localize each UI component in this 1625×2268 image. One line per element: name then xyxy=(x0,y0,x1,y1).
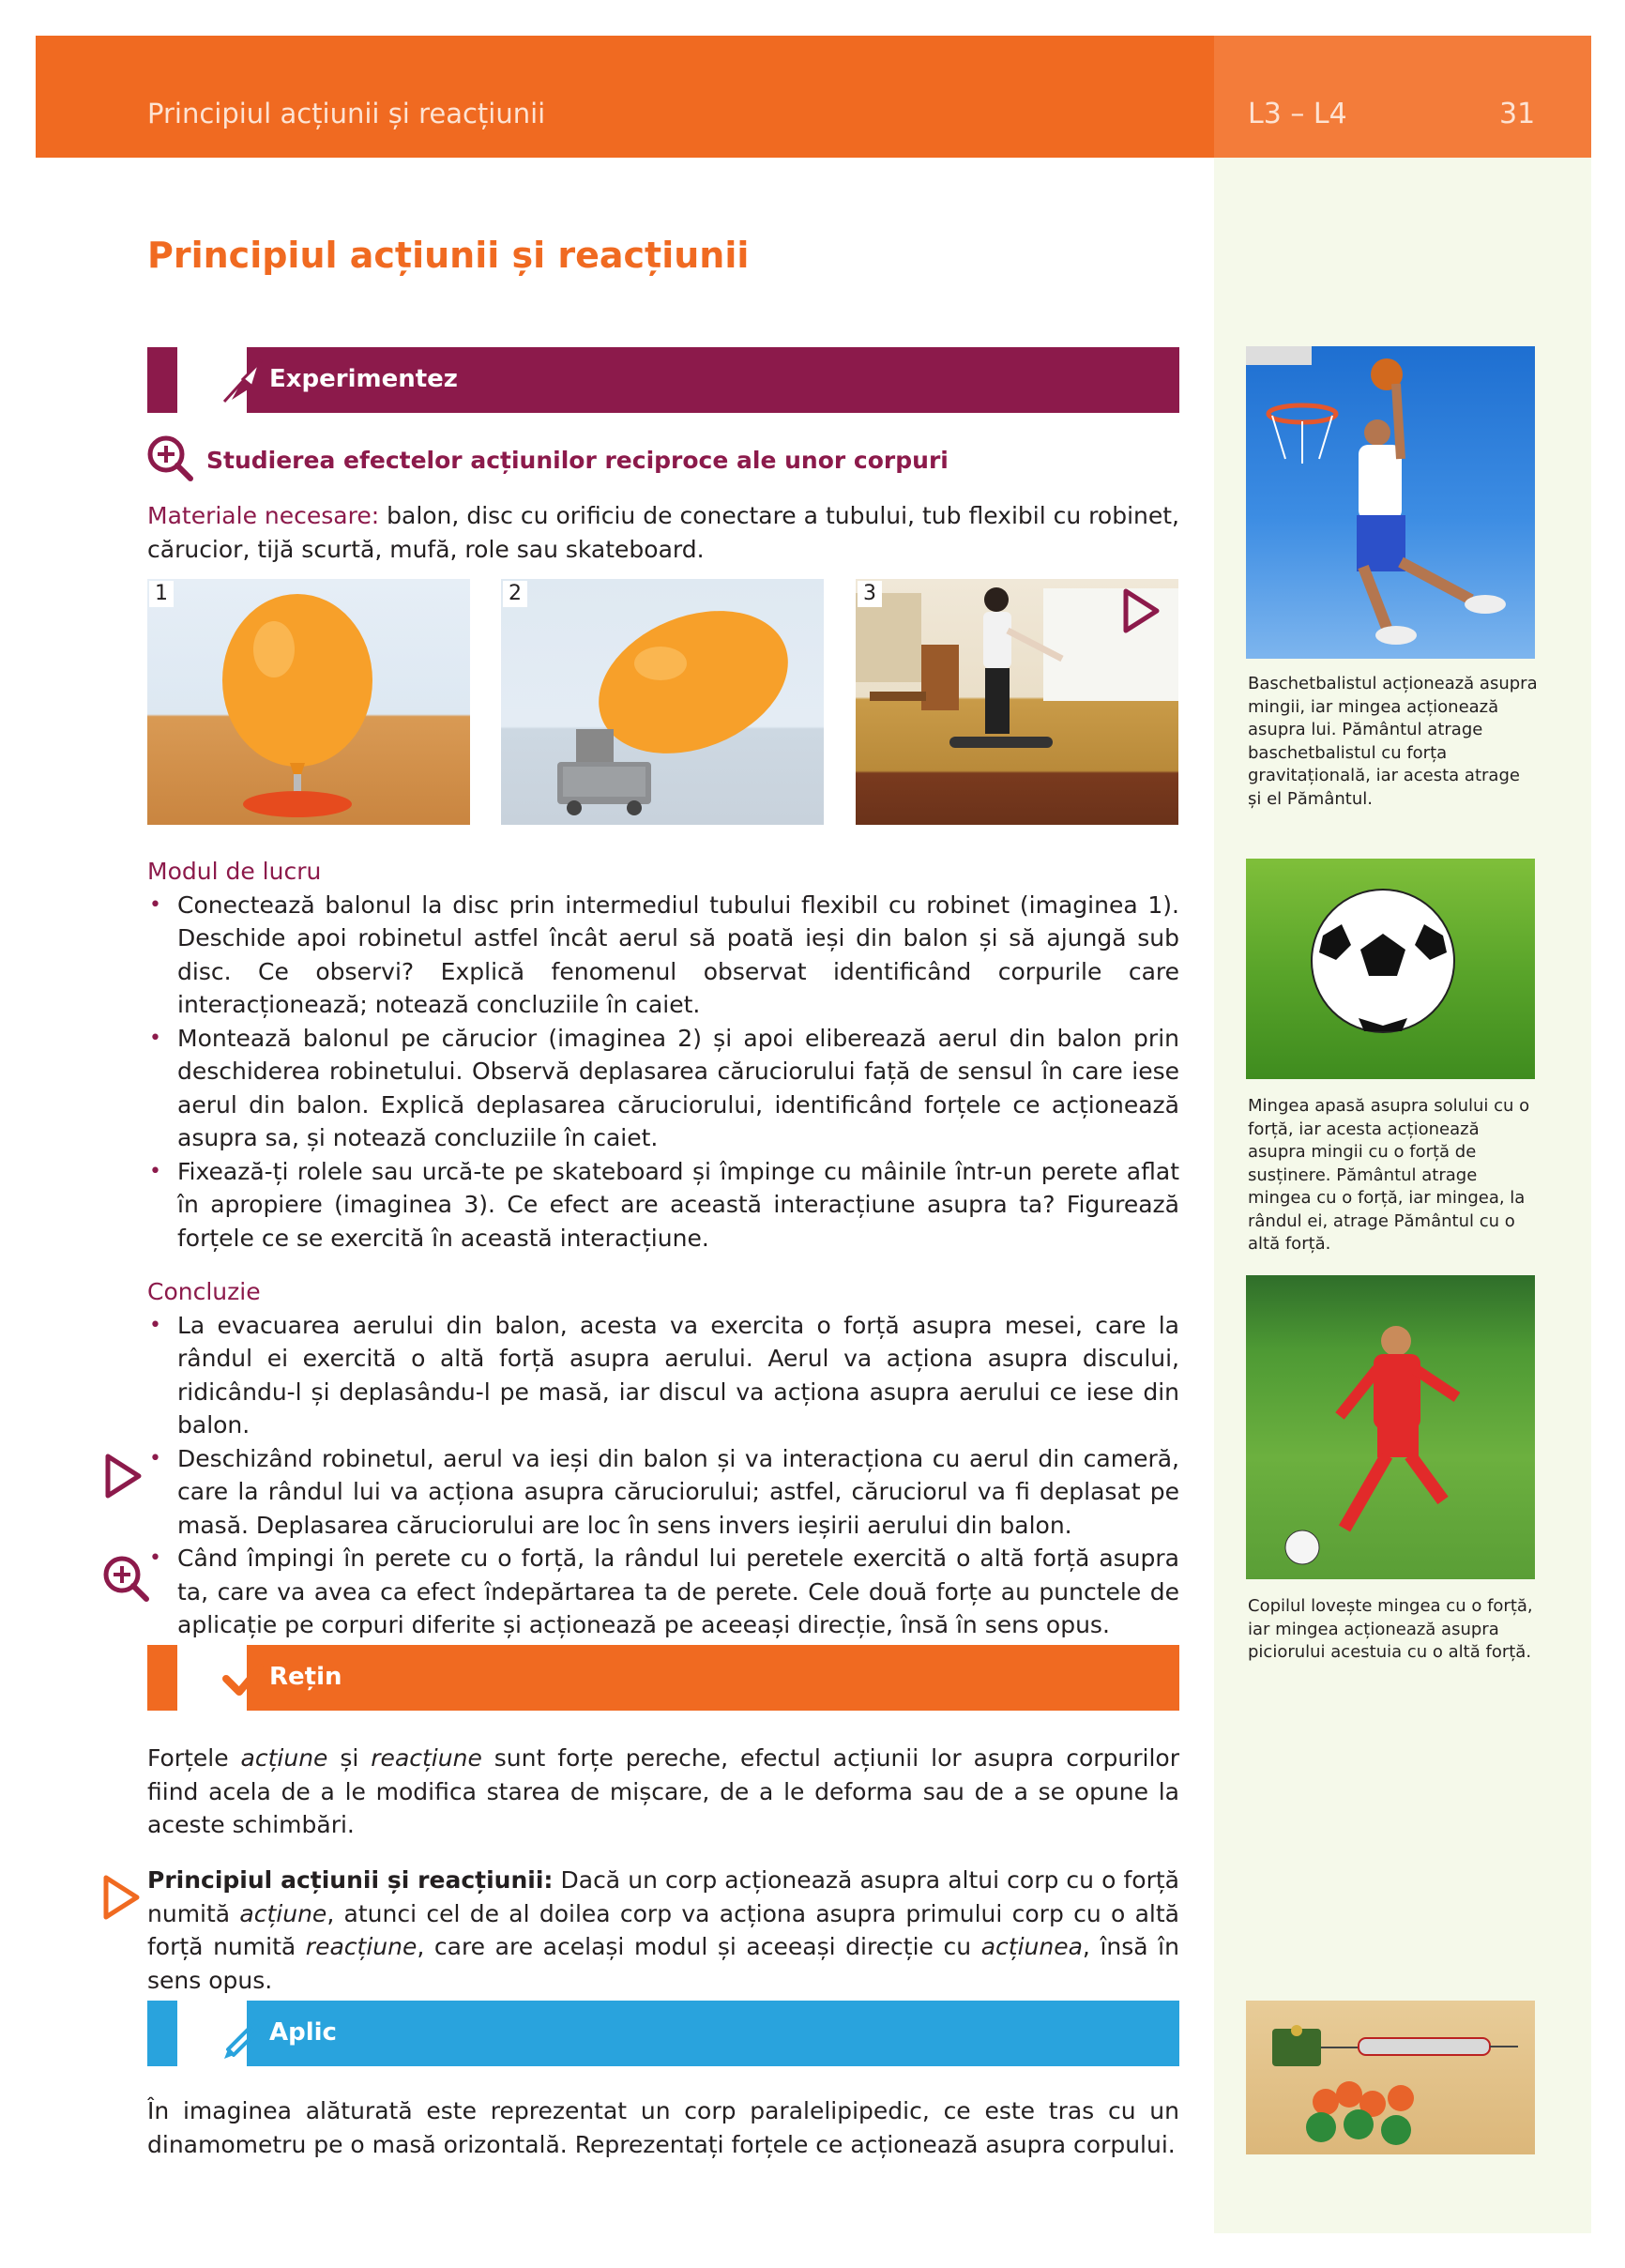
list-item: • Fixează-ți rolele sau urcă-te pe skateboard și împinge cu mâinile într-un perete aflat în apropiere (imaginea 3). Ce efect are această interacțiune asupra ta? Figurează forțele ce se exercită în această interacțiune. xyxy=(147,1155,1179,1256)
section-bar-aplic xyxy=(147,2001,1179,2066)
balloon-on-cart-illustration xyxy=(501,579,824,825)
experiment-image-2 xyxy=(501,579,824,825)
image-number: 3 xyxy=(858,581,882,607)
section-bar-retin xyxy=(147,1645,1179,1711)
method-section xyxy=(147,855,1179,1255)
text-run-italic: reacțiune xyxy=(305,1933,418,1960)
compass-icon xyxy=(215,353,271,409)
play-icon[interactable] xyxy=(101,1874,143,1921)
experiment-image-1 xyxy=(147,579,470,825)
experiment-subtitle: Studierea efectelor acțiunilor reciproce ale unor corpuri xyxy=(206,447,949,474)
football-on-grass-illustration xyxy=(1246,859,1535,1079)
list-item: • Când împingi în perete cu o forță, la rândul lui peretele exercită o altă forță asupra ta, care va avea ca efect îndepărtarea ta de perete. Cele două forțe au punctele de aplicație pe corpuri diferite și acționează pe aceeași direcție, însă în sens opus. xyxy=(147,1542,1179,1642)
magnifier-plus-icon[interactable] xyxy=(145,434,194,482)
list-item: • Conectează balonul la disc prin intermediul tubului flexibil cu robinet (imaginea 1). Deschide apoi robinetul astfel încât aerul să poată ieși din balon și să ajungă sub disc. Ce observi? Explică fenomenul observat identificând corpurile care interacționează; notează concluziile în caiet. xyxy=(147,889,1179,1022)
text-run: , care are același modul și aceeași direcție cu xyxy=(417,1933,981,1960)
retin-paragraph-2 xyxy=(147,1864,1179,1997)
principle-label: Principiul acțiunii și reacțiunii: xyxy=(147,1866,554,1894)
check-icon-box xyxy=(177,1645,247,1711)
balloon-on-disc-illustration xyxy=(147,579,470,825)
sidebar-caption: Copilul lovește mingea cu o forță, iar mingea acționează asupra piciorului acestuia cu o altă forță. xyxy=(1248,1596,1533,1662)
page-number: 31 xyxy=(1499,98,1536,130)
magnifier-plus-icon[interactable] xyxy=(101,1554,150,1603)
play-icon[interactable] xyxy=(103,1453,144,1499)
image-number: 1 xyxy=(149,581,174,607)
list-item: • Montează balonul pe cărucior (imaginea 2) și apoi eliberează aerul din balon prin deschiderea robinetului. Observă deplasarea căruciorului față de sensul în care iese aerul din balon. Explică deplasarea căruciorului, identificând forțele ce acționează asupra sa, și notează concluziile în caiet. xyxy=(147,1022,1179,1155)
checkmark-icon xyxy=(215,1651,271,1707)
conclusion-section xyxy=(147,1275,1179,1642)
text-run: Dacă un corp acționează asupra altui corp cu o forță numită xyxy=(147,1866,1179,1927)
text-run: sunt forțe pereche, efectul acțiunii lor asupra corpurilor fiind acela de a le modifica starea de mișcare, de a le deforma sau de a se opune la aceste schimbări. xyxy=(147,1744,1179,1838)
compass-icon-box xyxy=(177,347,247,413)
play-icon[interactable] xyxy=(1121,587,1162,634)
sidebar-image-basketball xyxy=(1246,346,1535,659)
method-heading: Modul de lucru xyxy=(147,858,322,885)
materials-text: balon, disc cu orificiu de conectare a tubului, tub flexibil cu robinet, cărucior, tijă scurtă, mufă, role sau skateboard. xyxy=(147,502,1180,563)
text-run-italic: acțiune xyxy=(239,1899,327,1927)
materials-paragraph xyxy=(147,499,1179,566)
sidebar-caption: Baschetbalistul acționează asupra mingii, iar mingea acționează asupra lui. Pământul atrage baschetbalistul cu forța gravitațională, iar acesta atrage și el Pământul. xyxy=(1248,674,1538,809)
block-with-dynamometer-illustration xyxy=(1246,2001,1535,2154)
text-run-italic: reacțiune xyxy=(371,1744,482,1772)
list-item: • La evacuarea aerului din balon, acesta va exercita o forță asupra mesei, care la rândul ei exercită o altă forță asupra aerului. Aerul va acționa asupra discului, ridicându-l și deplasându-l pe masă, iar discul va acționa asupra aerului ce iese din balon. xyxy=(147,1309,1179,1442)
conclusion-list xyxy=(147,1309,1179,1642)
list-item: • Deschizând robinetul, aerul va ieși din balon și va interacționa cu aerul din cameră, care la rândul lui va acționa asupra căruciorului; astfel, căruciorul va fi deplasat pe masă. Deplasarea căruciorului are loc în sens invers ieșirii aerului din balon. xyxy=(147,1442,1179,1543)
section-bar-experimentez xyxy=(147,347,1179,413)
header-bar xyxy=(36,36,1214,158)
text-run-italic: acțiune xyxy=(240,1744,328,1772)
materials-label: Materiale necesare: xyxy=(147,502,380,529)
lesson-label: L3 – L4 xyxy=(1248,98,1347,130)
pencil-icon xyxy=(215,2006,271,2063)
pencil-icon-box xyxy=(177,2001,247,2066)
section-label: Experimentez xyxy=(269,365,458,393)
method-list xyxy=(147,889,1179,1256)
text-run: și xyxy=(327,1744,372,1772)
retin-paragraph-1 xyxy=(147,1742,1179,1842)
text-run-italic: acțiunea xyxy=(980,1933,1083,1960)
text-run: , însă în sens opus. xyxy=(147,1933,1179,1994)
text-run: , atunci cel de al doilea corp va acționa asupra primului corp cu o altă forță numită xyxy=(147,1899,1179,1960)
sidebar-image-dynamometer xyxy=(1246,2001,1535,2154)
header-lesson-box xyxy=(1214,36,1591,158)
conclusion-heading: Concluzie xyxy=(147,1278,261,1305)
basketball-dunk-illustration xyxy=(1246,346,1535,659)
text-run: Forțele xyxy=(147,1744,241,1772)
section-label: Aplic xyxy=(269,2018,337,2047)
boy-kicking-ball-illustration xyxy=(1246,1275,1535,1579)
section-label: Rețin xyxy=(269,1663,342,1691)
running-title: Principiul acțiunii și reacțiunii xyxy=(147,98,546,129)
image-number: 2 xyxy=(503,581,527,607)
page-title: Principiul acțiunii și reacțiunii xyxy=(147,235,750,276)
sidebar-image-kick xyxy=(1246,1275,1535,1579)
aplic-text: În imaginea alăturată este reprezentat un corp paralelipipedic, ce este tras cu un dinamometru pe o masă orizontală. Reprezentați forțele ce acționează asupra corpului. xyxy=(147,2097,1179,2158)
sidebar-caption: Mingea apasă asupra solului cu o forță, iar acesta acționează asupra mingii cu o forță de susținere. Pământul atrage mingea cu o forță, iar mingea, la rândul ei, atrage Pământul cu o altă forță. xyxy=(1248,1096,1530,1254)
sidebar-image-football xyxy=(1246,859,1535,1079)
